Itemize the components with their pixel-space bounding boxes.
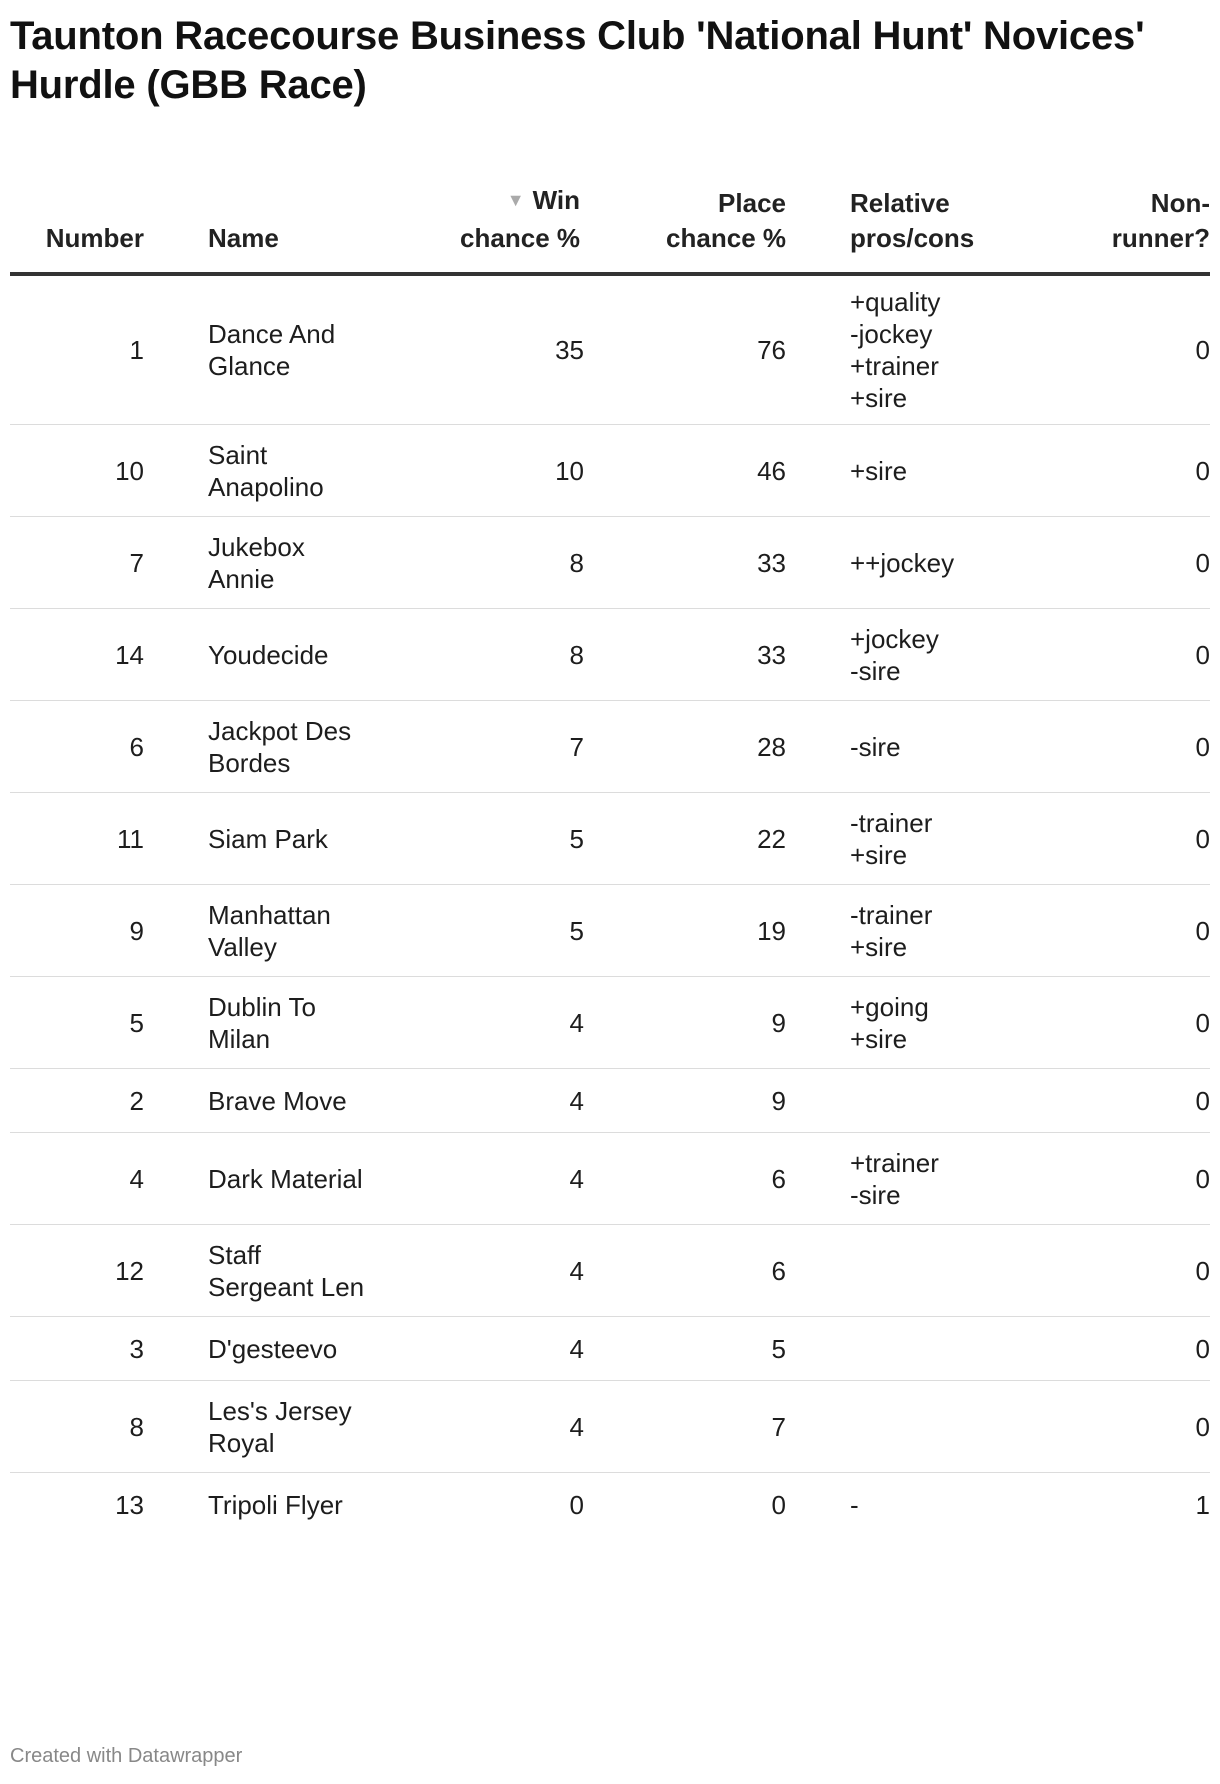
cell-spacer: [144, 1133, 208, 1225]
cell-spacer: [144, 1381, 208, 1473]
data-table: [10, 160, 1210, 1537]
cell-place-chance: 19: [584, 885, 786, 977]
cell-spacer: [786, 1473, 850, 1537]
cell-non-runner: 0: [1050, 1133, 1210, 1225]
header-place-line2: chance %: [666, 223, 786, 253]
cell-non-runner: 0: [1050, 701, 1210, 793]
cell-spacer: [786, 1133, 850, 1225]
cell-number: 9: [10, 885, 144, 977]
cell-non-runner: 0: [1050, 1069, 1210, 1133]
cell-spacer: [786, 1069, 850, 1133]
cell-name: Dark Material: [208, 1133, 378, 1225]
cell-win-chance: 4: [378, 1133, 584, 1225]
cell-spacer: [144, 1473, 208, 1537]
cell-non-runner: 1: [1195, 1489, 1210, 1520]
table-row: [10, 425, 1210, 517]
cell-non-runner: 0: [1050, 885, 1210, 977]
cell-pros-cons: [850, 1225, 1050, 1317]
cell-pros-cons: +going +sire: [850, 977, 1050, 1069]
cell-spacer: [144, 1225, 208, 1317]
cell-spacer: [786, 885, 850, 977]
cell-pros-cons: [850, 1069, 1050, 1133]
cell-win-chance: 4: [378, 1317, 584, 1381]
cell-non-runner: 0: [1050, 1225, 1210, 1317]
cell-name: Les's Jersey Royal: [208, 1381, 378, 1473]
cell-name: Siam Park: [208, 793, 378, 885]
cell-name: Dance And Glance: [208, 274, 378, 425]
table-row: [10, 274, 1210, 425]
cell-win-chance: 4: [378, 1069, 584, 1133]
header-place-chance[interactable]: [584, 160, 786, 274]
cell-spacer: [786, 977, 850, 1069]
table-row: [10, 609, 1210, 701]
cell-place-chance: 76: [584, 274, 786, 425]
cell-spacer: [144, 1317, 208, 1381]
cell-place-chance: 33: [584, 517, 786, 609]
cell-pros-cons: -sire: [850, 701, 1050, 793]
cell-spacer: [144, 793, 208, 885]
cell-number: 14: [10, 609, 144, 701]
sort-descending-icon: ▼: [506, 190, 525, 210]
cell-spacer: [786, 517, 850, 609]
cell-number: 10: [10, 425, 144, 517]
table-chart: [10, 0, 1210, 110]
cell-win-chance: 4: [378, 1381, 584, 1473]
cell-win-chance: 10: [378, 425, 584, 517]
cell-spacer: [144, 425, 208, 517]
header-name-label: Name: [208, 223, 279, 253]
cell-number: 2: [10, 1069, 144, 1133]
cell-place-chance: 7: [584, 1381, 786, 1473]
header-place-line1: Place: [718, 188, 786, 218]
cell-non-runner: 0: [1050, 793, 1210, 885]
cell-name: Staff Sergeant Len: [208, 1225, 378, 1317]
cell-name: Jukebox Annie: [208, 517, 378, 609]
header-nonrunner-line1: Non-: [1150, 188, 1210, 218]
header-win-line2: chance %: [460, 223, 580, 253]
table-row: [10, 1381, 1210, 1473]
header-proscons-line2: pros/cons: [850, 223, 975, 253]
header-number-label: Number: [45, 223, 144, 253]
cell-name: Dublin To Milan: [208, 977, 378, 1069]
header-pros-cons[interactable]: [850, 160, 1050, 274]
cell-win-chance: 5: [378, 793, 584, 885]
cell-place-chance: 9: [584, 1069, 786, 1133]
table-row: [10, 1317, 1210, 1381]
cell-name: Saint Anapolino: [208, 425, 378, 517]
header-spacer-2: [786, 160, 850, 274]
cell-win-chance: 8: [378, 609, 584, 701]
header-nonrunner-line2: runner?: [1111, 223, 1210, 253]
cell-pros-cons: -: [850, 1489, 859, 1520]
cell-non-runner: 0: [1050, 1381, 1210, 1473]
table-row: [10, 1133, 1210, 1225]
cell-spacer: [144, 1069, 208, 1133]
cell-name: Brave Move: [208, 1069, 378, 1133]
cell-name: Jackpot Des Bordes: [208, 701, 378, 793]
cell-spacer: [144, 517, 208, 609]
cell-spacer: [786, 1317, 850, 1381]
cell-pros-cons: ++jockey: [850, 517, 1050, 609]
cell-win-chance: 8: [378, 517, 584, 609]
cell-number: 13: [115, 1489, 144, 1520]
cell-pros-cons: -trainer +sire: [850, 885, 1050, 977]
cell-spacer: [144, 977, 208, 1069]
cell-number: 12: [10, 1225, 144, 1317]
cell-spacer: [144, 274, 208, 425]
table-row: [10, 1225, 1210, 1317]
cell-spacer: [786, 274, 850, 425]
header-proscons-line1: Relative: [850, 188, 950, 218]
cell-pros-cons: -trainer +sire: [850, 793, 1050, 885]
cell-pros-cons: [850, 1317, 1050, 1381]
header-name[interactable]: [208, 160, 378, 274]
cell-spacer: [144, 609, 208, 701]
cell-win-chance: 4: [378, 1225, 584, 1317]
cell-pros-cons: [850, 1381, 1050, 1473]
cell-non-runner: 0: [1050, 609, 1210, 701]
cell-place-chance: 5: [584, 1317, 786, 1381]
cell-number: 11: [10, 793, 144, 885]
cell-number: 1: [10, 274, 144, 425]
table-row: [10, 701, 1210, 793]
cell-number: 4: [10, 1133, 144, 1225]
cell-win-chance: 7: [378, 701, 584, 793]
cell-win-chance: 5: [378, 885, 584, 977]
table-row: [10, 1473, 1210, 1537]
header-spacer: [144, 160, 208, 274]
cell-pros-cons: +quality -jockey +trainer +sire: [850, 274, 1050, 425]
cell-place-chance: 0: [771, 1489, 786, 1520]
table-row: [10, 977, 1210, 1069]
cell-place-chance: 9: [584, 977, 786, 1069]
cell-place-chance: 28: [584, 701, 786, 793]
cell-spacer: [144, 885, 208, 977]
cell-spacer: [786, 1381, 850, 1473]
table-row: [10, 1069, 1210, 1133]
cell-non-runner: 0: [1050, 517, 1210, 609]
header-non-runner[interactable]: [1050, 160, 1210, 274]
cell-win-chance: 35: [378, 274, 584, 425]
cell-place-chance: 33: [584, 609, 786, 701]
cell-place-chance: 6: [584, 1225, 786, 1317]
cell-pros-cons: +jockey -sire: [850, 609, 1050, 701]
cell-non-runner: 0: [1050, 977, 1210, 1069]
cell-spacer: [786, 609, 850, 701]
cell-number: 5: [10, 977, 144, 1069]
header-row: [10, 160, 1210, 274]
cell-name: D'gesteevo: [208, 1317, 378, 1381]
cell-spacer: [786, 1225, 850, 1317]
chart-title: Taunton Racecourse Business Club 'National Hunt' Novices' Hurdle (GBB Race): [10, 14, 1145, 107]
table-body: [10, 274, 1210, 1537]
cell-non-runner: 0: [1050, 425, 1210, 517]
datawrapper-credit[interactable]: Created with Datawrapper: [10, 1745, 243, 1767]
header-win-line1: Win: [532, 185, 580, 215]
cell-win-chance: 0: [569, 1489, 584, 1520]
cell-name: Youdecide: [208, 609, 378, 701]
cell-spacer: [786, 425, 850, 517]
cell-name: Tripoli Flyer: [208, 1489, 343, 1520]
header-win-chance[interactable]: [378, 160, 584, 274]
cell-number: 8: [10, 1381, 144, 1473]
table-row: [10, 793, 1210, 885]
cell-number: 3: [10, 1317, 144, 1381]
table-row: [10, 885, 1210, 977]
cell-place-chance: 6: [584, 1133, 786, 1225]
cell-spacer: [786, 793, 850, 885]
cell-non-runner: 0: [1050, 1317, 1210, 1381]
cell-spacer: [144, 701, 208, 793]
cell-number: 6: [10, 701, 144, 793]
cell-non-runner: 0: [1050, 274, 1210, 425]
cell-pros-cons: +sire: [850, 425, 1050, 517]
cell-place-chance: 46: [584, 425, 786, 517]
table-row: [10, 517, 1210, 609]
header-number[interactable]: [10, 160, 144, 274]
cell-place-chance: 22: [584, 793, 786, 885]
cell-spacer: [786, 701, 850, 793]
cell-pros-cons: +trainer -sire: [850, 1133, 1050, 1225]
cell-win-chance: 4: [378, 977, 584, 1069]
cell-number: 7: [10, 517, 144, 609]
cell-name: Manhattan Valley: [208, 885, 378, 977]
